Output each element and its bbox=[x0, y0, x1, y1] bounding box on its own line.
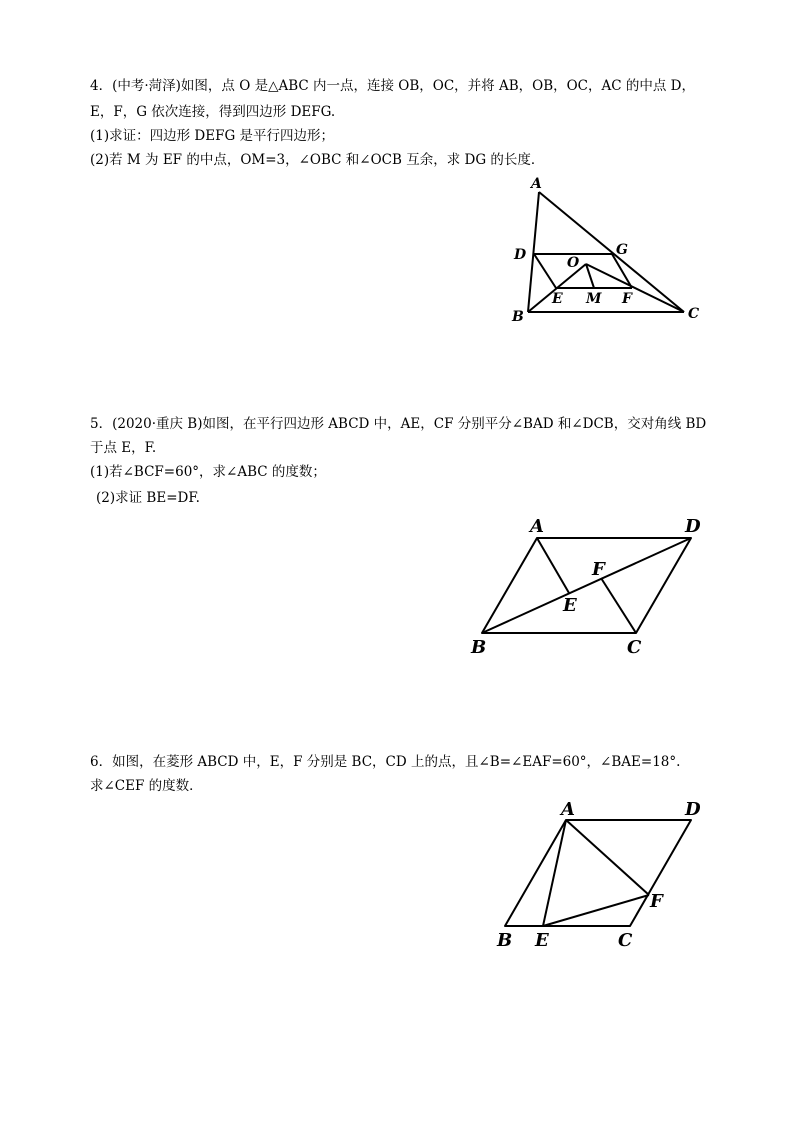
label-c: C bbox=[627, 637, 642, 658]
label-d: D bbox=[685, 516, 701, 537]
problem4-line2: E，F，G 依次连接，得到四边形 DEFG. bbox=[90, 104, 336, 120]
label-f: F bbox=[650, 891, 663, 912]
segment-ae bbox=[543, 820, 566, 926]
label-c: C bbox=[688, 306, 700, 322]
problem4-line1: 4．(中考·菏泽)如图，点 O 是△ABC 内一点，连接 OB，OC，并将 AB，OB，OC，AC 的中点 D， bbox=[90, 78, 695, 94]
problem4-part2: (2)若 M 为 EF 的中点，OM=3，∠OBC 和∠OCB 互余，求 DG 的长度． bbox=[90, 152, 545, 168]
label-b: B bbox=[512, 309, 524, 325]
label-c: C bbox=[618, 930, 633, 951]
label-a: A bbox=[561, 799, 575, 820]
label-e: E bbox=[552, 291, 563, 307]
problem5-line1: 5．(2020·重庆 B)如图，在平行四边形 ABCD 中，AE，CF 分别平分∠BAD 和∠DCB，交对角线 BD bbox=[90, 416, 707, 432]
label-f: F bbox=[622, 291, 632, 307]
problem5-line2: 于点 E，F. bbox=[90, 440, 157, 456]
label-f: F bbox=[592, 559, 605, 580]
segment-af bbox=[566, 820, 649, 895]
problem5-part1: (1)若∠BCF=60°，求∠ABC 的度数； bbox=[90, 464, 326, 480]
problem6-line2: 求∠CEF 的度数． bbox=[90, 778, 203, 794]
label-g: G bbox=[616, 242, 628, 258]
problem4-part1: (1)求证：四边形 DEFG 是平行四边形； bbox=[90, 128, 335, 144]
label-m: M bbox=[586, 291, 602, 307]
label-d: D bbox=[685, 799, 701, 820]
label-e: E bbox=[535, 930, 549, 951]
label-a: A bbox=[530, 516, 544, 537]
label-d: D bbox=[514, 247, 527, 263]
problem6-line1: 6．如图，在菱形 ABCD 中，E，F 分别是 BC，CD 上的点，且∠B=∠EAF=60°，∠BAE=18°. bbox=[90, 754, 681, 770]
label-o: O bbox=[567, 255, 580, 271]
label-b: B bbox=[471, 637, 487, 658]
label-e: E bbox=[563, 595, 577, 616]
label-b: B bbox=[497, 930, 513, 951]
problem5-part2: (2)求证 BE=DF. bbox=[96, 490, 200, 506]
label-a: A bbox=[531, 176, 542, 192]
